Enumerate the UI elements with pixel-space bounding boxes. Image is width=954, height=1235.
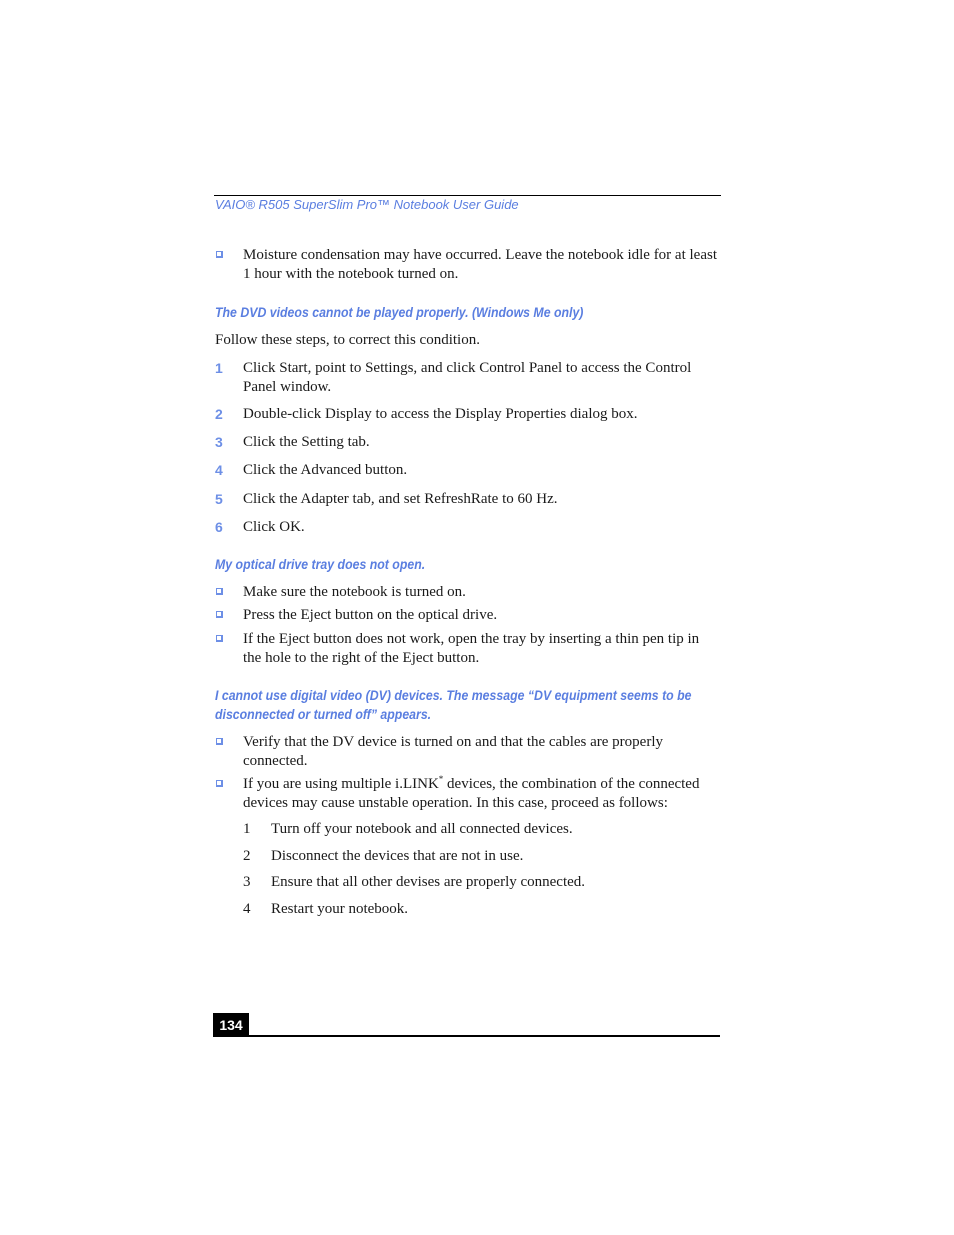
step-item: 4 Click the Advanced button. xyxy=(215,462,408,478)
checkbox-bullet-icon xyxy=(216,635,223,642)
checkbox-bullet-icon xyxy=(216,780,223,787)
section-heading-tray: My optical drive tray does not open. xyxy=(215,556,426,572)
checkbox-bullet-icon xyxy=(216,251,223,258)
list-item: If the Eject button does not work, open the tray by inserting a thin pen tip in the hole to the right of the Eject button. xyxy=(215,630,721,668)
list-item: Verify that the DV device is turned on and that the cables are properly connected. xyxy=(215,733,721,771)
list-item: Make sure the notebook is turned on. xyxy=(215,583,721,602)
list-item: Moisture condensation may have occurred. Leave the notebook idle for at least 1 hour with the notebook turned on. xyxy=(215,246,721,284)
checkbox-bullet-icon xyxy=(216,738,223,745)
section-heading-dvd: The DVD videos cannot be played properly. (Windows Me only) xyxy=(215,304,584,320)
footnote-marker: * xyxy=(438,774,444,784)
section-heading-dv: I cannot use digital video (DV) devices. The message “DV equipment seems to be disconnected or turned off” appears. xyxy=(215,687,692,722)
checkbox-bullet-icon xyxy=(216,611,223,618)
step-item: 6 Click OK. xyxy=(215,519,305,535)
running-head: VAIO® R505 SuperSlim Pro™ Notebook User Guide xyxy=(215,197,519,212)
sub-step-item: 2 Disconnect the devices that are not in use. xyxy=(243,848,524,864)
step-item: 5 Click the Adapter tab, and set RefreshRate to 60 Hz. xyxy=(215,491,558,507)
list-item: Press the Eject button on the optical drive. xyxy=(215,606,721,625)
sub-step-item: 3 Ensure that all other devises are properly connected. xyxy=(243,874,586,890)
page-number: 134 xyxy=(213,1013,249,1037)
step-item: 3 Click the Setting tab. xyxy=(215,434,370,450)
list-item: If you are using multiple i.LINK* devices, the combination of the connected devices may cause unstable operation. In this case, proceed as follows: xyxy=(215,775,721,813)
sub-step-item: 4 Restart your notebook. xyxy=(243,901,409,917)
step-item: 2 Double-click Display to access the Display Properties dialog box. xyxy=(215,406,638,422)
sub-step-item: 1 Turn off your notebook and all connected devices. xyxy=(243,821,573,837)
step-item: 1 Click Start, point to Settings, and click Control Panel to access the Control Panel window. xyxy=(215,360,692,395)
checkbox-bullet-icon xyxy=(216,588,223,595)
section-intro: Follow these steps, to correct this condition. xyxy=(215,332,480,348)
header-rule xyxy=(214,195,721,196)
footer-rule xyxy=(213,1035,720,1037)
